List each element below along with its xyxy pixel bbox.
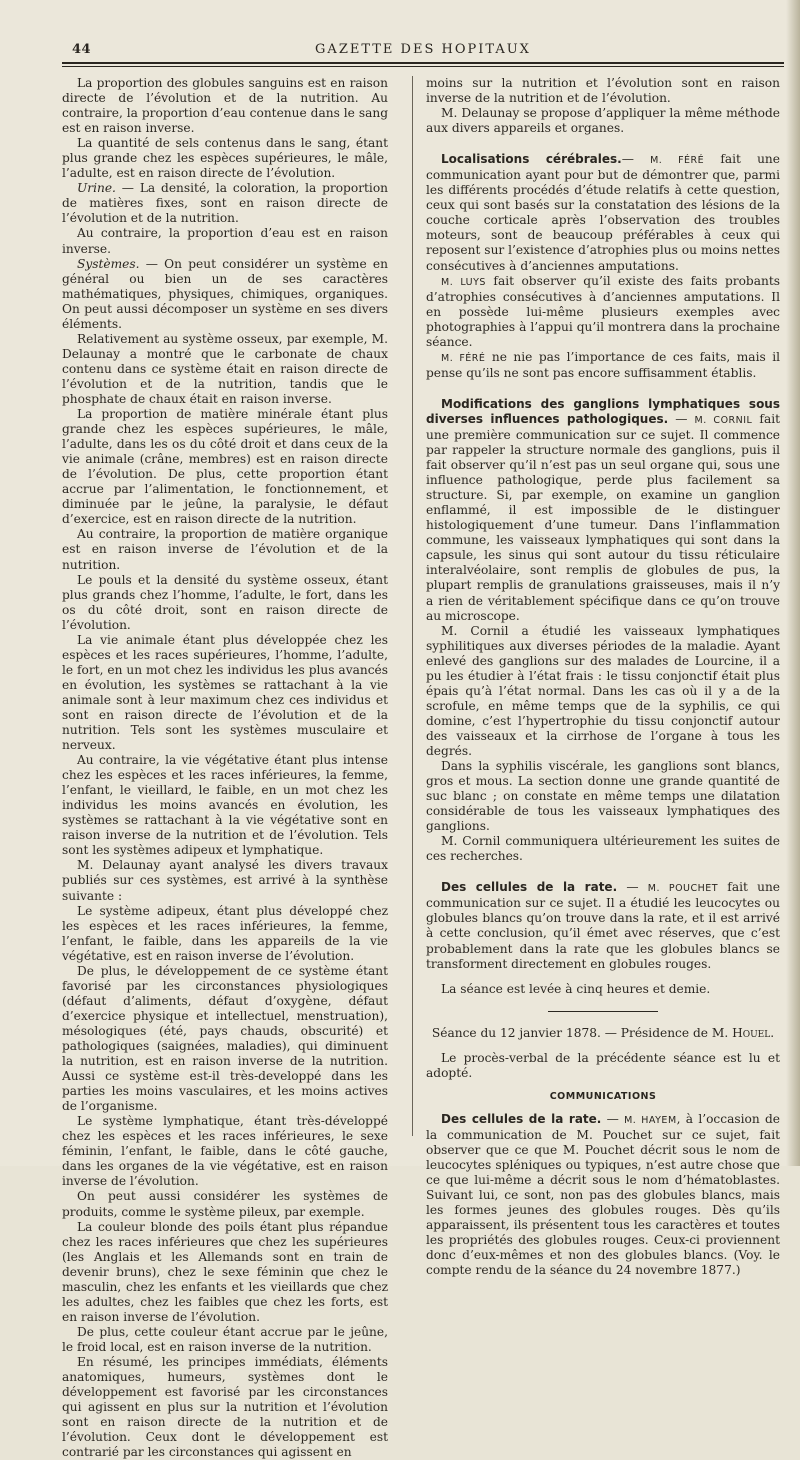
paragraph: De plus, cette couleur étant accrue par le jeûne, le froid local, est en raison inverse de la nutrition. (62, 1324, 388, 1354)
closing-line: La séance est levée à cinq heures et demie. (441, 981, 711, 996)
section-title: Des cellules de la rate. (441, 880, 618, 895)
left-column (62, 76, 388, 1460)
journal-title: GAZETTE DES HOPITAUX (315, 42, 531, 57)
right-column (426, 76, 780, 1278)
paragraph: On peut aussi considérer les systèmes de produits, comme le système pileux, par exemple. (62, 1189, 388, 1219)
president-name: Houel. (732, 1025, 775, 1040)
section-rate-pouchet: Des cellules de la rate. — M. POUCHET fait une communication sur ce sujet. Il a étudié les leucocytes ou globules blancs qu’on trouve dans la rate, et il est arrivé à cette conclusion, qu’il émet avec réserves, que c’est probablement dans la rate que les globules blancs se transforment directement en globules rouges. (426, 880, 781, 971)
paragraph: La quantité de sels contenus dans le sang, étant plus grande chez les espèces supérieures, le mâle, l’adulte, est en raison directe de l’évolution. (62, 136, 388, 181)
paragraph: M. LUYS fait observer qu’il existe des faits probants d’atrophies consécutives à d’anciennes amputations. Il en possède lui-même plusieurs exemples avec photographies à l’appui qu’il montrera dans la prochaine séance. (426, 273, 780, 349)
paragraph: De plus, le développement de ce système étant favorisé par les circonstances physiologiques (défaut d’aliments, défaut d’oxygène, défaut d’exercice physique et intellectuel, menstruation), mésologiques (été, pays chauds, obscurité) et pathologiques (saignées, maladies), qui diminuent la nutrition, est en raison inverse de la nutrition. Aussi ce système est-il très-developpé dans les parties les moins vasculaires, et les moins actives de l’organisme. (62, 963, 388, 1114)
header-rule (62, 62, 784, 67)
paragraph: Relativement au système osseux, par exemple, M. Delaunay a montré que le carbonate de chaux contenu dans ce système était en raison directe de l’évolution et de la nutrition, tandis que le phosphate de chaux était en raison inverse. (62, 331, 388, 406)
paragraph: Le pouls et la densité du système osseux, étant plus grands chez l’homme, l’adulte, le fort, dans les os du côté droit, sont en raison directe de l’évolution. (62, 572, 388, 632)
speaker-name: M. LUYS (441, 276, 486, 288)
paragraph: Dans la syphilis viscérale, les ganglions sont blancs, gros et mous. La section donne une grande quantité de suc blanc ; on constate en même temps une dilatation considérable de tous les vaisseaux lymphatiques des ganglions. (426, 759, 780, 834)
paragraph: Au contraire, la vie végétative étant plus intense chez les espèces et les races inférieures, la femme, l’enfant, le vieillard, le faible, en un mot chez les individus les moins avancés en évolution, les systèmes se rattachant à la vie végétative sont en raison inverse de la nutrition et de l’évolution. Tels sont les systèmes adipeux et lymphatique. (62, 753, 388, 858)
paragraph: Au contraire, la proportion de matière organique est en raison inverse de l’évolution et de la nutrition. (62, 527, 388, 572)
page-number: 44 (72, 42, 92, 57)
paragraph: M. Cornil communiquera ultérieurement les suites de ces recherches. (426, 834, 780, 864)
paragraph: Systèmes. — On peut considérer un système en général ou bien un de ses caractères mathématiques, physiques, chimiques, organiques. On peut aussi décomposer un système en ses divers éléments. (62, 256, 388, 331)
paragraph: En résumé, les principes immédiats, éléments anatomiques, humeurs, systèmes dont le développement est favorisé par les circonstances qui agissent en plus sur la nutrition et l’évolution sont en raison directe de la nutrition et de l’évolution. Ceux dont le développement est contrarié par les circonstances qui agissent en (62, 1354, 388, 1460)
section-rate-hayem: Des cellules de la rate. — M. HAYEM, à l’occasion de la communication de M. Pouchet sur ce sujet, fait observer que ce que M. Pouchet décrit sous le nom de leucocytes spléniques ou typiques, n’est autre chose que ce que lui-même a décrit sous le nom d’hématoblastes. Suivant lui, ce sont, non pas des globules blancs, mais les formes jeunes des globules rouges. Dès qu’ils apparaissent, ils présentent tous les caractères et toutes les propriétés des globules rouges. Ceux-ci proviennent donc d’eux-mêmes et non des globules blancs. (Voy. le compte rendu de la séance du 24 novembre 1877.) (426, 1111, 780, 1278)
paragraph: M. Delaunay se propose d’appliquer la même méthode aux divers appareils et organes. (426, 106, 780, 136)
speaker-name: M. FÉRÉ (650, 155, 705, 167)
running-head (62, 42, 784, 62)
speaker-name: M. POUCHET (647, 883, 719, 895)
paragraph: M. Delaunay ayant analysé les divers travaux publiés sur ces systèmes, est arrivé à la synthèse suivante : (62, 858, 388, 903)
paragraph: Au contraire, la proportion d’eau est en raison inverse. (62, 226, 388, 256)
paragraph: moins sur la nutrition et l’évolution sont en raison inverse de la nutrition et de l’évolution. (426, 76, 780, 106)
communications-heading: COMMUNICATIONS (549, 1090, 657, 1102)
paragraph: La proportion des globules sanguins est en raison directe de l’évolution et de la nutrition. Au contraire, la proportion d’eau contenue dans le sang est en raison inverse. (62, 76, 388, 136)
section-separator (548, 1011, 658, 1012)
paragraph: M. Cornil a étudié les vaisseaux lymphatiques syphilitiques aux diverses périodes de la maladie. Ayant enlevé des ganglions sur des malades de Lourcine, il a pu les étudier à l’état frais : le tissu conjonctif était plus épais qu’à l’état normal. Dans les cas où il y a de la scrofule, en même temps que de la syphilis, ce qui domine, c’est l’hypertrophie du tissu conjonctif autour des vaisseaux et la cirrhose de l’organe à tous les degrés. (426, 623, 780, 758)
section-ganglions: Modifications des ganglions lymphatiques sous diverses influences pathologiques. — M. CORNIL fait une première communication sur ce sujet. Il commence par rappeler la structure normale des ganglions, puis il fait observer qu’il n’est pas un seul organe qui, sous une influence pathologique, perde plus facilement sa structure. Si, par exemple, on examine un ganglion enflammé, il est impossible de le distinguer histologiquement d’une tumeur. Dans l’inflammation commune, les vaisseaux lymphatiques qui sont dans la capsule, les sinus qui sont autour du tissu réticulaire interalvéolaire, sont remplis de globules de pus, la plupart remplis de granulations graisseuses, mais il n’y a rien de véritablement spécifique dans ce qu’on trouve au microscope. (426, 396, 781, 623)
paragraph: Urine. — La densité, la coloration, la proportion de matières fixes, sont en raison directe de l’évolution et de la nutrition. (62, 181, 388, 226)
section-title: Localisations cérébrales. (441, 152, 622, 167)
paragraph: La couleur blonde des poils étant plus répandue chez les races inférieures que chez les supérieures (les Anglais et les Allemands sont en train de devenir bruns), chez le sexe féminin que chez le masculin, chez les enfants et les vieillards que chez les adultes, chez les faibles que chez les forts, est en raison inverse de l’évolution. (62, 1219, 388, 1324)
paragraph: La vie animale étant plus développée chez les espèces et les races supérieures, l’homme, l’adulte, le fort, en un mot chez les individus les plus avancés en évolution, les systèmes se rattachant à la vie animale sont à leur maximum chez ces individus et sont en raison directe de l’évolution et de la nutrition. Tels sont les systèmes musculaire et nerveux. (62, 632, 388, 753)
speaker-name: M. FÉRÉ (441, 352, 486, 364)
paragraph: M. FÉRÉ ne nie pas l’importance de ces faits, mais il pense qu’ils ne sont pas encore suffisamment établis. (426, 349, 780, 380)
paragraph: La proportion de matière minérale étant plus grande chez les espèces supérieures, le mâle, l’adulte, dans les os du côté droit et dans ceux de la vie animale (crâne, membres) est en raison directe de l’évolution. De plus, cette proportion étant accrue par l’alimentation, le fonctionnement, et diminuée par le jeûne, la paralysie, le défaut d’exercice, est en raison directe de la nutrition. (62, 407, 388, 527)
column-divider (412, 76, 413, 1136)
run-in-label: Systèmes. (77, 256, 140, 271)
paragraph: Le système adipeux, étant plus développé chez les espèces et les races inférieures, la femme, l’enfant, le faible, dans les appareils de la vie végétative, est en raison inverse de l’évolution. (62, 903, 388, 963)
section-title: Des cellules de la rate. (441, 1111, 602, 1126)
run-in-label: Urine. (77, 181, 116, 196)
section-title: Modifications des ganglions lymphatiques sous diverses influences pathologiques. (426, 396, 780, 426)
paragraph: Le système lymphatique, étant très-développé chez les espèces et les races inférieures, le sexe féminin, l’enfant, le faible, dans le côté gauche, dans les organes de la vie végétative, est en raison inverse de l’évolution. (62, 1114, 388, 1189)
section-localisations: Localisations cérébrales.— M. FÉRÉ fait une communication ayant pour but de démontrer que, parmi les différents procédés d’étude relatifs à cette question, ceux qui sont basés sur la constatation des lésions de la couche corticale après l’observation des troubles moteurs, sont de beaucoup préférables à ceux qui reposent sur l’existence d’atrophies plus ou moins nettes consécutives à d’anciennes amputations. (426, 152, 780, 273)
speaker-name: M. HAYEM (624, 1114, 677, 1126)
seance-line: Séance du 12 janvier 1878. — Présidence de M. Houel. (431, 1025, 775, 1040)
speaker-name: M. CORNIL (694, 414, 753, 426)
minutes-line: Le procès-verbal de la précédente séance est lu et adopté. (426, 1050, 780, 1080)
